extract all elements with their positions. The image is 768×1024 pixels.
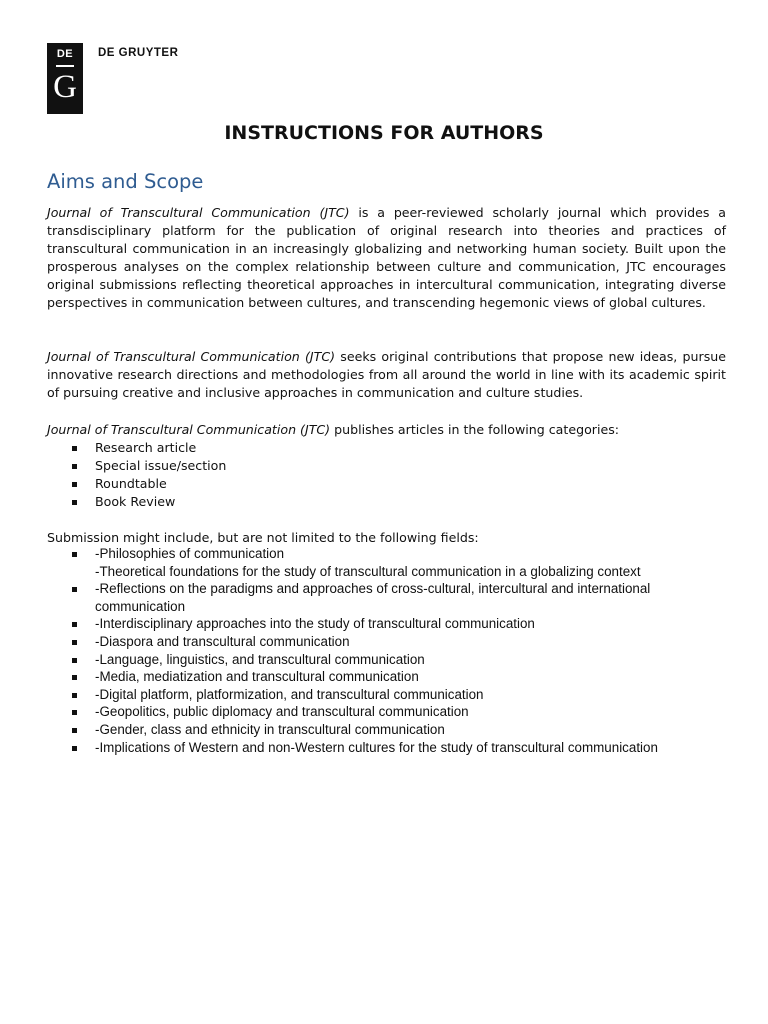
journal-name: Journal of Transcultural Communication (JTC) [47, 349, 336, 364]
category-label: Special issue/section [95, 458, 227, 473]
logo-g-text: G [53, 69, 77, 105]
square-bullet-icon [72, 464, 77, 469]
field-item [47, 686, 737, 704]
field-list [47, 545, 737, 756]
field-label: -Geopolitics, public diplomacy and transcultural communication [95, 704, 469, 720]
square-bullet-icon [72, 640, 77, 645]
field-label: -Diaspora and transcultural communication [95, 633, 350, 649]
square-bullet-icon [72, 587, 77, 592]
logo-divider [56, 65, 74, 67]
field-item [47, 651, 737, 669]
categories-intro [47, 421, 726, 439]
field-item [47, 545, 737, 580]
square-bullet-icon [72, 482, 77, 487]
page-title: INSTRUCTIONS FOR AUTHORS [224, 122, 544, 144]
aims-paragraph-1 [47, 204, 726, 312]
section-heading-aims-scope: Aims and Scope [47, 170, 204, 193]
category-label: Roundtable [95, 476, 167, 491]
square-bullet-icon [72, 500, 77, 505]
logo-de-text: DE [56, 48, 74, 60]
category-label: Book Review [95, 494, 176, 509]
field-label: -Philosophies of communication [95, 546, 285, 561]
square-bullet-icon [72, 446, 77, 451]
fields-intro: Submission might include, but are not limited to the following fields: [47, 530, 479, 545]
field-item [47, 615, 737, 633]
paragraph-text: is a peer-reviewed scholarly journal which provides a transdisciplinary platform for the publication of original research into theories and practices of transcultural communication in an increasingly globalizing and networking human society. Built upon the prosperous analyses on the complex relationship between culture and communication, JTC encourages original submissions reflecting theoretical approaches in intercultural communication, integrating diverse perspectives in communication between cultures, and transcending hegemonic views of global cultures. [47, 205, 726, 310]
field-item [47, 703, 737, 721]
field-label: -Digital platform, platformization, and transcultural communication [95, 686, 484, 702]
square-bullet-icon [72, 675, 77, 680]
category-item [47, 475, 226, 493]
field-item [47, 580, 737, 615]
category-item [47, 439, 226, 457]
category-item [47, 493, 226, 511]
paragraph-text: publishes articles in the following categories: [330, 422, 620, 437]
square-bullet-icon [72, 552, 77, 557]
square-bullet-icon [72, 710, 77, 715]
publisher-name: DE GRUYTER [98, 47, 179, 59]
field-item [47, 721, 737, 739]
field-label: -Language, linguistics, and transcultural communication [95, 651, 425, 667]
square-bullet-icon [72, 693, 77, 698]
aims-paragraph-2 [47, 348, 726, 402]
square-bullet-icon [72, 622, 77, 627]
square-bullet-icon [72, 746, 77, 751]
square-bullet-icon [72, 728, 77, 733]
field-label: -Reflections on the paradigms and approaches of cross-cultural, intercultural and international communication [95, 581, 651, 614]
journal-name: Journal of Transcultural Communication (JTC) [47, 422, 331, 437]
field-item [47, 668, 737, 686]
category-list [47, 439, 226, 511]
field-label: -Implications of Western and non-Western cultures for the study of transcultural communication [95, 739, 658, 755]
field-item [47, 739, 737, 757]
field-label: -Media, mediatization and transcultural communication [95, 669, 419, 685]
category-label: Research article [95, 440, 197, 455]
category-item [47, 457, 226, 475]
square-bullet-icon [72, 658, 77, 663]
field-label: -Interdisciplinary approaches into the study of transcultural communication [95, 616, 535, 632]
field-label: -Gender, class and ethnicity in transcultural communication [95, 721, 445, 737]
field-item [47, 633, 737, 651]
field-continuation-label: -Theoretical foundations for the study of transcultural communication in a globalizing context [95, 563, 641, 579]
de-gruyter-logo [47, 43, 83, 114]
paragraph-text: seeks original contributions that propose new ideas, pursue innovative research directions and methodologies from all around the world in line with its academic spirit of pursuing creative and inclusive approaches in communication and culture studies. [47, 349, 726, 400]
journal-name: Journal of Transcultural Communication (JTC) [47, 205, 350, 220]
